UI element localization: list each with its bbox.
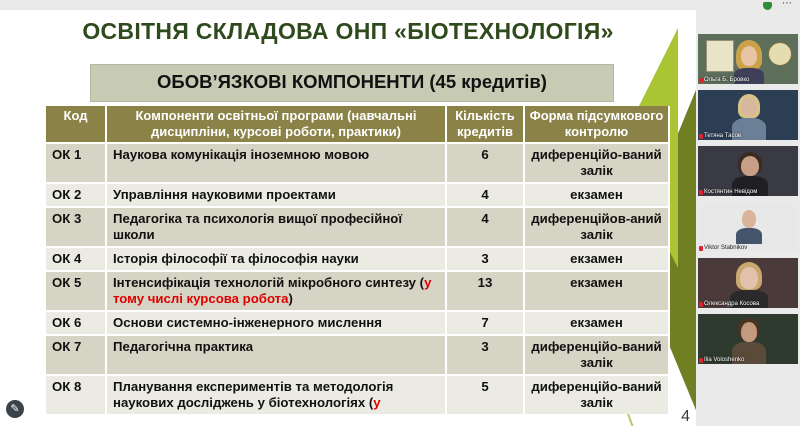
participant-name: Олександра Косова: [704, 301, 760, 307]
mic-muted-icon: [699, 358, 703, 363]
header-credits: Кількість кредитів: [446, 106, 524, 143]
table-row: [46, 207, 669, 247]
table-row: [46, 335, 669, 375]
row-code: ОК 6: [46, 311, 106, 335]
row-credits: 3: [446, 335, 524, 375]
university-seal-icon: [768, 42, 792, 66]
participant-name: Ilia Voloshenko: [704, 357, 745, 363]
university-building-icon: [706, 40, 734, 72]
row-credits: 5: [446, 375, 524, 414]
row-form: екзамен: [524, 247, 669, 271]
components-table: [46, 106, 670, 414]
slide-page-number: 4: [681, 408, 690, 425]
row-code: ОК 7: [46, 335, 106, 375]
table-row: [46, 247, 669, 271]
table-header-row: [46, 106, 669, 143]
participant-tile[interactable]: [698, 202, 798, 252]
row-credits: 13: [446, 271, 524, 311]
slide-subtitle: ОБОВ’ЯЗКОВІ КОМПОНЕНТИ (45 кредитів): [157, 71, 547, 92]
header-code: Код: [46, 106, 106, 143]
subtitle-bar: [90, 64, 614, 102]
row-code: ОК 3: [46, 207, 106, 247]
table-row: [46, 143, 669, 183]
row-form: екзамен: [524, 311, 669, 335]
window-top-bar: [0, 0, 800, 10]
header-form: Форма підсумкового контролю: [524, 106, 669, 143]
highlight-text: у: [373, 395, 381, 410]
table-row: [46, 183, 669, 207]
row-code: ОК 8: [46, 375, 106, 414]
row-component: Педагогіка та психологія вищої професійної школи: [106, 207, 446, 247]
row-credits: 7: [446, 311, 524, 335]
row-code: ОК 5: [46, 271, 106, 311]
mic-muted-icon: [699, 78, 703, 83]
participant-name: Костянтин Невідом: [704, 189, 758, 195]
participant-tile[interactable]: [698, 314, 798, 364]
participant-tile[interactable]: [698, 90, 798, 140]
row-component: Історія філософії та філософія науки: [106, 247, 446, 271]
row-component: Інтенсифікація технологій мікробного синтезу (у тому числі курсова робота): [106, 271, 446, 311]
row-form: екзамен: [524, 271, 669, 311]
row-form: диференційо-ваний залік: [524, 375, 669, 414]
row-component: Наукова комунікація іноземною мовою: [106, 143, 446, 183]
participant-name: Viktor Stabnikov: [704, 245, 748, 251]
annotate-pen-icon[interactable]: ✎: [6, 400, 24, 418]
highlight-text: у тому числі курсова робота: [113, 275, 432, 306]
mic-muted-icon: [699, 246, 703, 251]
row-credits: 4: [446, 183, 524, 207]
mic-muted-icon: [699, 134, 703, 139]
participant-tile[interactable]: [698, 258, 798, 308]
row-form: диференційо-ваний залік: [524, 143, 669, 183]
table-row: [46, 375, 669, 414]
participant-tile[interactable]: [698, 34, 798, 84]
row-form: диференційо-ваний залік: [524, 335, 669, 375]
more-options-icon[interactable]: ⋯: [782, 0, 792, 9]
row-credits: 6: [446, 143, 524, 183]
row-form: екзамен: [524, 183, 669, 207]
row-component: Педагогічна практика: [106, 335, 446, 375]
participant-name: Ольга Б. Бровко: [704, 77, 750, 83]
row-component: Управління науковими проектами: [106, 183, 446, 207]
row-form: диференційов-аний залік: [524, 207, 669, 247]
mic-muted-icon: [699, 190, 703, 195]
participant-tile[interactable]: [698, 146, 798, 196]
slide-title: ОСВІТНЯ СКЛАДОВА ОНП «БІОТЕХНОЛОГІЯ»: [82, 18, 614, 44]
table-row: [46, 311, 669, 335]
mic-muted-icon: [699, 302, 703, 307]
header-component: Компоненти освітньої програми (навчальні дисципліни, курсові роботи, практики): [106, 106, 446, 143]
row-credits: 3: [446, 247, 524, 271]
shield-icon: [763, 2, 772, 10]
row-credits: 4: [446, 207, 524, 247]
presentation-slide: [0, 10, 696, 426]
row-code: ОК 2: [46, 183, 106, 207]
table-row: [46, 271, 669, 311]
row-code: ОК 1: [46, 143, 106, 183]
row-component: Планування експериментів та методологія наукових досліджень у біотехнологіях (у: [106, 375, 446, 414]
row-component: Основи системно-інженерного мислення: [106, 311, 446, 335]
participants-panel: [696, 10, 800, 426]
participant-name: Тетяна Тасов: [704, 133, 742, 139]
row-code: ОК 4: [46, 247, 106, 271]
